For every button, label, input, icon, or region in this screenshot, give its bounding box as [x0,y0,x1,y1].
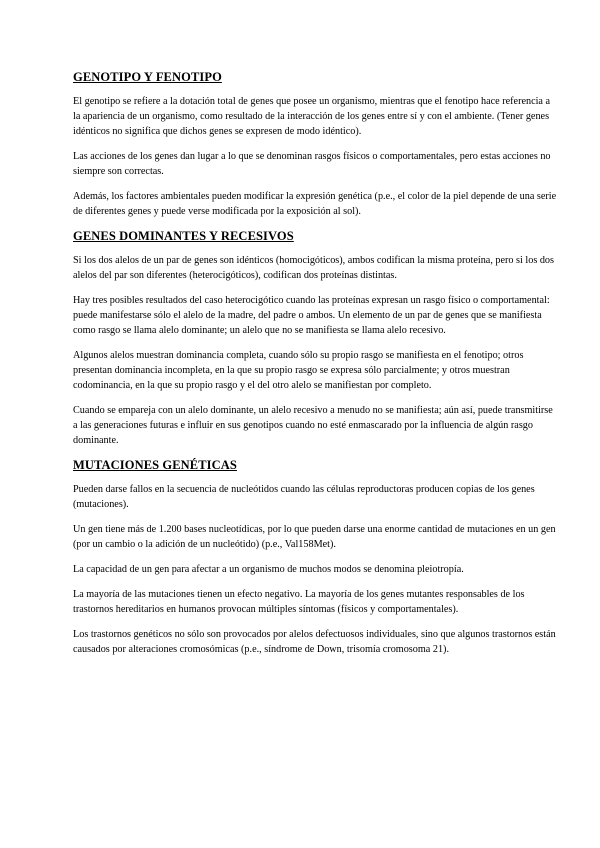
paragraph: La mayoría de las mutaciones tienen un efecto negativo. La mayoría de los genes mutantes responsables de los trastornos hereditarios en humanos provocan múltiples síntomas (físicos y comportamentales). [73,588,525,615]
paragraph: Un gen tiene más de 1.200 bases nucleotídicas, por lo que pueden darse una enorme cantidad de mutaciones en un gen (por un cambio o la adición de un nucleótido) (p.e., Val158Met). [73,524,556,551]
paragraph: Las acciones de los genes dan lugar a lo que se denominan rasgos físicos o comportamentales, pero estas acciones no siempre son correctas. [73,151,551,178]
paragraph: Además, los factores ambientales pueden modificar la expresión genética (p.e., el color de la piel depende de una serie de diferentes genes y puede verse modificada por la exposición al sol). [73,191,557,218]
paragraph: La capacidad de un gen para afectar a un organismo de muchos modos se denomina pleiotropía. [73,563,464,575]
section-heading-mutaciones: MUTACIONES GENÉTICAS [73,458,237,473]
document-page [73,70,558,666]
paragraph: Hay tres posibles resultados del caso heterocigótico cuando las proteínas expresan un rasgo físico o comportamental: puede manifestarse sólo el alelo de la madre, del padre o ambos. Un elemento de un par de genes que se manifiesta como rasgo se llama alelo dominante; un alelo que no se manifiesta se llama alelo recesivo. [73,294,550,337]
section-heading-genes-dominantes: GENES DOMINANTES Y RECESIVOS [73,228,294,243]
paragraph: Los trastornos genéticos no sólo son provocados por alelos defectuosos individuales, sino que algunos trastornos están causados por alteraciones cromosómicas (p.e., síndrome de Down, trisomía cromosoma 21). [73,628,556,655]
paragraph: Pueden darse fallos en la secuencia de nucleótidos cuando las células reproductoras producen copias de los genes (mutaciones). [73,484,535,511]
paragraph: Cuando se empareja con un alelo dominante, un alelo recesivo a menudo no se manifiesta; aún así, puede transmitirse a las generaciones futuras e influir en sus genotipos cuando no esté enmascarado por la influencia de algún rasgo dominante. [73,405,553,447]
paragraph: El genotipo se refiere a la dotación total de genes que posee un organismo, mientras que el fenotipo hace referencia a la apariencia de un organismo, como resultado de la interacción de los genes entre sí y con el ambiente. (Tener genes idénticos no significa que dichos genes se expresen de modo idéntico). [73,96,551,138]
paragraph: Si los dos alelos de un par de genes son idénticos (homocigóticos), ambos codifican la misma proteína, pero si los dos alelos del par son diferentes (heterocigóticos), codifican dos proteínas distintas. [73,254,554,282]
section-heading-genotipo: GENOTIPO Y FENOTIPO [73,70,222,84]
paragraph: Algunos alelos muestran dominancia completa, cuando sólo su propio rasgo se manifiesta en el fenotipo; otros presentan dominancia incompleta, en la que su propio rasgo se expresa sólo parcialmente; y otros muestran codominancia, en la que su propio rasgo y el del otro alelo se manifiestan por completo. [73,349,524,392]
